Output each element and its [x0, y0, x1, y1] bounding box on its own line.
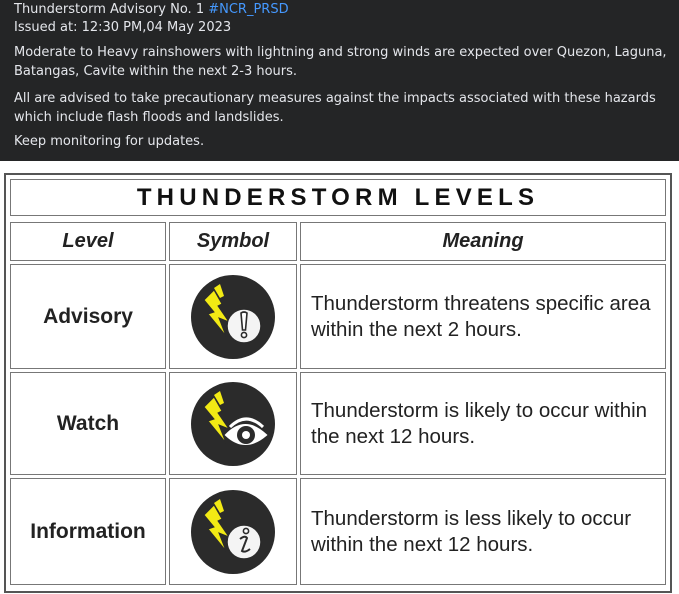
paragraph-advice: All are advised to take precautionary measures against the impacts associated with these hazards which include flash floods and landslides. — [14, 91, 656, 125]
lightning-exclamation-icon — [190, 274, 276, 360]
meaning-information — [300, 478, 666, 585]
post-image[interactable] — [0, 161, 679, 594]
post-title: Thunderstorm Advisory No. 1 — [14, 2, 209, 17]
paragraph-monitor: Keep monitoring for updates. — [14, 134, 205, 149]
meaning-watch — [300, 372, 666, 475]
table-title-cell — [10, 179, 666, 216]
hashtag-link[interactable]: #NCR_PRSD — [208, 2, 289, 17]
post-text — [0, 0, 679, 161]
header-symbol: Symbol — [169, 222, 297, 261]
level-information: Information — [10, 478, 166, 585]
meaning-advisory-text: Thunderstorm threatens specific area within the next 2 hours. — [311, 291, 651, 341]
lightning-eye-icon — [190, 381, 276, 467]
lightning-info-icon — [190, 489, 276, 575]
levels-table — [4, 173, 672, 593]
table-title: THUNDERSTORM LEVELS — [136, 183, 540, 211]
level-watch: Watch — [10, 372, 166, 475]
meaning-watch-text: Thunderstorm is likely to occur within the next 12 hours. — [311, 398, 648, 448]
level-advisory: Advisory — [10, 264, 166, 369]
header-level: Level — [10, 222, 166, 261]
paragraph-forecast: Moderate to Heavy rainshowers with lightning and strong winds are expected over Quezon, Laguna, Batangas, Cavite within the next 2-3 hours. — [14, 45, 667, 79]
symbol-cell-advisory — [169, 264, 297, 369]
issued-time: Issued at: 12:30 PM,04 May 2023 — [14, 20, 232, 35]
header-meaning: Meaning — [300, 222, 666, 261]
symbol-cell-information — [169, 478, 297, 585]
meaning-advisory — [300, 264, 666, 369]
post-title-line — [14, 1, 289, 19]
meaning-information-text: Thunderstorm is less likely to occur within the next 12 hours. — [311, 506, 632, 556]
symbol-cell-watch — [169, 372, 297, 475]
